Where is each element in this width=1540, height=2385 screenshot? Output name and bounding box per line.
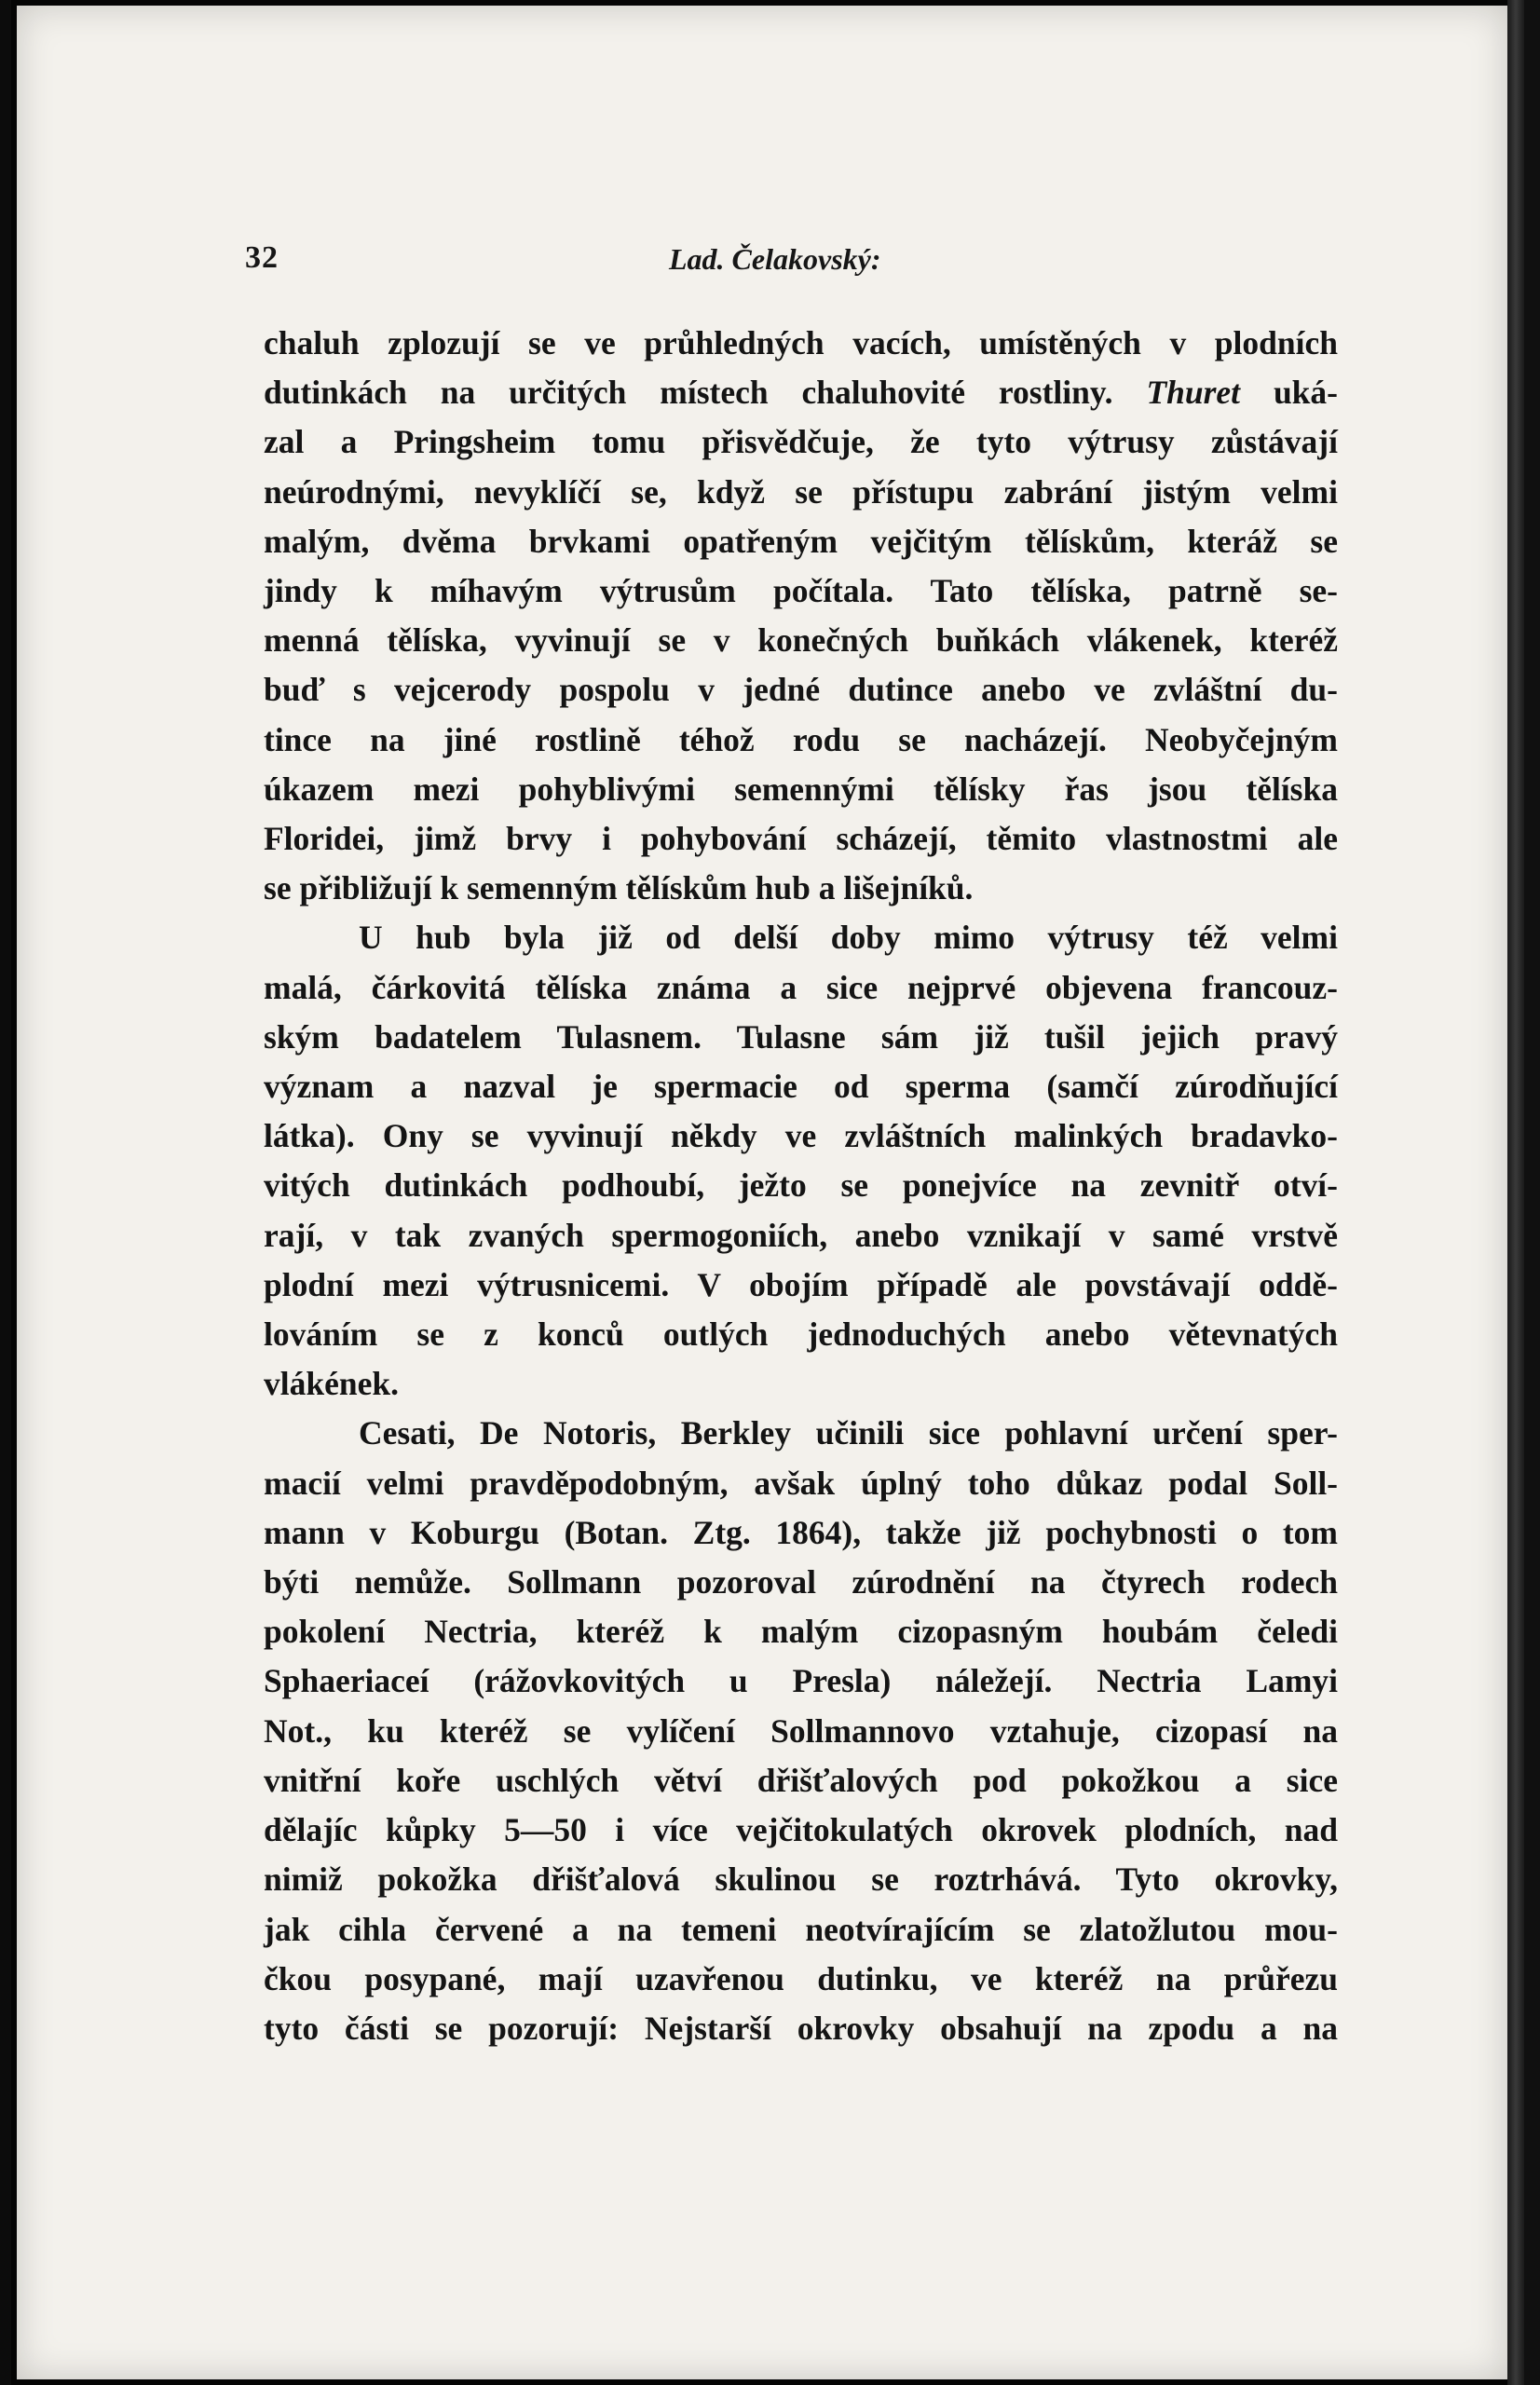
paragraph-1 [264, 319, 1338, 913]
text-line: malým, dvěma brvkami opatřeným vejčitým tělískům, kteráž se [264, 522, 1338, 560]
paragraph-2 [264, 913, 1338, 1409]
text-line: chaluh zplozují se ve průhledných vacích, umístěných v plodních [264, 324, 1338, 361]
text-line: látka). Ony se vyvinují někdy ve zvláštních malinkých bradavko- [264, 1117, 1338, 1155]
text-line: buď s vejcerody pospolu v jedné dutince anebo ve zvláštní du- [264, 671, 1338, 709]
text-line: malá, čárkovitá tělíska známa a sice nejprvé objevena francouz- [264, 968, 1338, 1006]
page-header [245, 240, 1344, 278]
text-line: úkazem mezi pohyblivými semennými tělísky řas jsou tělíska [264, 770, 1338, 808]
body-text [264, 319, 1338, 2053]
text-line: vnitřní koře uschlých větví dřišťalových pod pokožkou a sice [264, 1761, 1338, 1799]
text-line: menná tělíska, vyvinují se v konečných buňkách vlákenek, kteréž [264, 621, 1338, 660]
running-head: Lad. Čelakovský: [669, 242, 881, 276]
text-line: ským badatelem Tulasnem. Tulasne sám již tušil jejich pravý [264, 1017, 1338, 1056]
text-line: býti nemůže. Sollmann pozoroval zúrodnění na čtyrech rodech [264, 1563, 1338, 1601]
text-line: čkou posypané, mají uzavřenou dutinku, ve kteréž na průřezu [264, 1959, 1338, 1997]
text-line: plodní mezi výtrusnicemi. V obojím případě ale povstávají oddě- [264, 1265, 1338, 1303]
left-scan-edge [0, 0, 11, 2385]
text-line: pokolení Nectria, kteréž k malým cizopasným houbám čeledi [264, 1613, 1338, 1651]
text-line: význam a nazval je spermacie od sperma (samčí zúrodňující [264, 1068, 1338, 1106]
text-line: tince na jiné rostlině téhož rodu se nacházejí. Neobyčejným [264, 720, 1338, 758]
text-line: mann v Koburgu (Botan. Ztg. 1864), takže již pochybnosti o tom [264, 1513, 1338, 1551]
text-line: Cesati, De Notoris, Berkley učinili sice pohlavní určení sper- [359, 1414, 1338, 1452]
text-line: dutinkách na určitých místech chaluhovité rostliny. Thuret uká- [264, 374, 1338, 412]
text-line: Not., ku kteréž se vylíčení Sollmannovo vztahuje, cizopasí na [264, 1711, 1338, 1750]
right-scan-edge [1524, 0, 1540, 2385]
text-line: vlákének. [264, 1365, 399, 1403]
text-line: Sphaeriaceí (rážovkovitých u Presla) náležejí. Nectria Lamyi [264, 1662, 1338, 1700]
text-line: lováním se z konců outlých jednoduchých anebo větevnatých [264, 1315, 1338, 1354]
text-line: tyto části se pozorují: Nejstarší okrovky obsahují na zpodu a na [264, 2009, 1338, 2047]
page-number: 32 [245, 240, 279, 275]
text-line: macií velmi pravděpodobným, avšak úplný toho důkaz podal Soll- [264, 1464, 1338, 1502]
paragraph-3 [264, 1409, 1338, 2053]
text-line: Floridei, jimž brvy i pohybování scházejí, těmito vlastnostmi ale [264, 820, 1338, 858]
text-line: vitých dutinkách podhoubí, ježto se ponejvíce na zevnitř otví- [264, 1166, 1338, 1205]
text-line: dělajíc kůpky 5—50 i více vejčitokulatých okrovek plodních, nad [264, 1811, 1338, 1849]
text-line: rají, v tak zvaných spermogoniích, anebo vznikají v samé vrstvě [264, 1216, 1338, 1254]
italic-name: Thuret [1146, 374, 1241, 412]
text-line: U hub byla již od delší doby mimo výtrusy též velmi [359, 919, 1338, 957]
text-line: nimiž pokožka dřišťalová skulinou se roztrhává. Tyto okrovky, [264, 1860, 1338, 1899]
text-line: jindy k míhavým výtrusům počítala. Tato tělíska, patrně se- [264, 572, 1338, 610]
text-line: se přibližují k semenným tělískům hub a lišejníků. [264, 869, 974, 907]
text-line: jak cihla červené a na temeni neotvírajícím se zlatožlutou mou- [264, 1910, 1338, 1948]
page-gutter-edge [1507, 0, 1524, 2385]
text-line: zal a Pringsheim tomu přisvědčuje, že tyto výtrusy zůstávají [264, 423, 1338, 461]
text-line: neúrodnými, nevyklíčí se, když se přístupu zabrání jistým velmi [264, 472, 1338, 511]
